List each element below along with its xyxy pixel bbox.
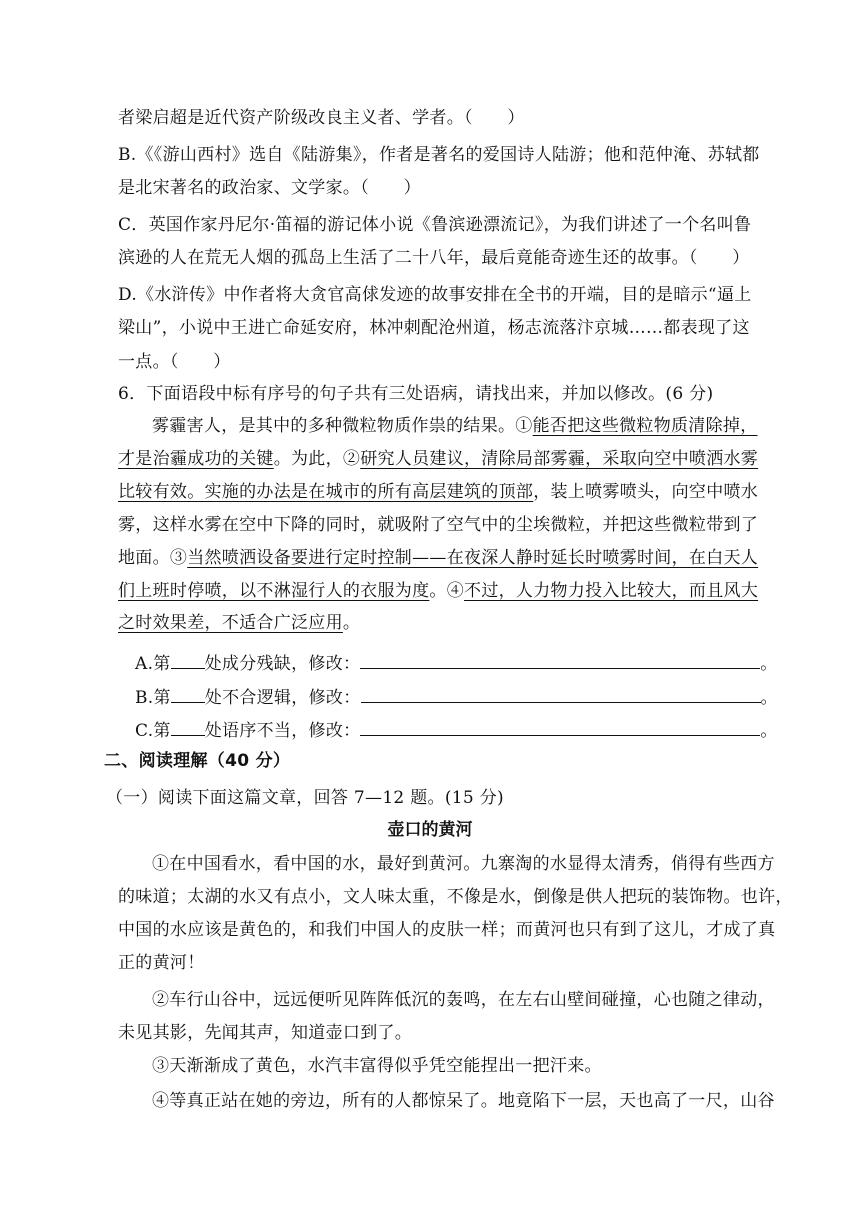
q6-underlined-sentence-2: 比较有效。实施的办法是在城市的所有高层建筑的顶部 (118, 482, 534, 502)
article-para1-line3: 中国的水应该是黄色的，和我们中国人的皮肤一样；而黄河也只有到了这儿，才成了真 (118, 920, 776, 940)
q6-answer-c (135, 721, 778, 741)
q5-option-d-line3: 一点。（ ） (118, 352, 231, 372)
section-heading: 二、阅读理解（40 分） (104, 751, 291, 771)
article-para1-line2: 的味道；太湖的水又有点小，文人味太重，不像是水，倒像是供人把玩的装饰物。也许， (118, 887, 793, 907)
q6-text: 。 (342, 613, 361, 633)
q6-passage-line5 (118, 548, 758, 568)
q5-option-d-line1: D.《水浒传》中作者将大贪官高俅发迹的故事安排在全书的开端，目的是暗示“逼上 (118, 285, 752, 305)
q6-passage-line4: 雾，这样水雾在空中下降的同时，就吸附了空气中的尘埃微粒，并把这些微粒带到了 (118, 515, 759, 535)
answer-number-blank[interactable] (171, 654, 205, 669)
q6-underlined-sentence-2: 研究人员建议，清除局部雾霾，采取向空中喷洒水雾 (360, 449, 759, 469)
q6-passage-line1 (152, 416, 758, 436)
q5-option-c-line1: C．英国作家丹尼尔·笛福的游记体小说《鲁滨逊漂流记》，为我们讲述了一个名叫鲁 (118, 215, 752, 235)
answer-label: 处语序不当，修改： (204, 721, 361, 741)
answer-fill-blank[interactable] (361, 688, 761, 703)
q6-stem: 6．下面语段中标有序号的句子共有三处语病，请找出来，并加以修改。(6 分) (118, 384, 714, 404)
section-subheading: （一）阅读下面这篇文章，回答 7—12 题。(15 分) (106, 788, 504, 808)
q6-passage-line3 (118, 482, 758, 502)
q6-answer-b (135, 688, 778, 708)
q6-underlined-sentence-1: 才是治霾成功的关键 (118, 449, 274, 469)
q6-passage-line6 (118, 581, 758, 601)
q6-underlined-sentence-1: 能否把这些微粒物质清除掉， (532, 416, 758, 436)
answer-label: 处成分残缺，修改： (204, 654, 361, 674)
q6-underlined-sentence-3: 们上班时停喷，以不淋湿行人的衣服为度 (118, 581, 430, 601)
article-para4-line1: ④等真正站在她的旁边，所有的人都惊呆了。地竟陷下一层，天也高了一尺，山谷 (152, 1091, 775, 1111)
article-para2-line2: 未见其影，先闻其声，知道壶口到了。 (118, 1023, 413, 1043)
q6-answer-a (135, 654, 778, 674)
q6-text: 雾霾害人，是其中的多种微粒物质作祟的结果。① (152, 416, 533, 436)
answer-label: A.第 (135, 654, 171, 674)
answer-label: 处不合逻辑，修改： (204, 688, 361, 708)
answer-end-mark: 。 (760, 721, 778, 741)
answer-end-mark: 。 (760, 688, 778, 708)
q6-underlined-sentence-4: 之时效果差，不适合广泛应用 (118, 613, 343, 633)
article-para2-line1: ②车行山谷中，远远便听见阵阵低沉的轰鸣，在左右山壁间碰撞，心也随之律动， (152, 990, 775, 1010)
article-para1-line4: 正的黄河！ (118, 953, 205, 973)
q6-passage-line2 (118, 449, 758, 469)
answer-label: B.第 (135, 688, 171, 708)
article-para3: ③天渐渐成了黄色，水汽丰富得似乎凭空能捏出一把汗来。 (152, 1056, 602, 1076)
q5-option-d-line2: 梁山”，小说中王进亡命延安府，林冲刺配沧州道，杨志流落汴京城……都表现了这 (118, 318, 750, 338)
q5-option-c-line2: 滨逊的人在荒无人烟的孤岛上生活了二十八年，最后竟能奇迹生还的故事。（ ） (118, 248, 750, 268)
q5-option-a-tail: 者梁启超是近代资产阶级改良主义者、学者。（ ） (118, 108, 525, 128)
answer-fill-blank[interactable] (360, 721, 760, 736)
article-title: 壶口的黄河 (387, 820, 473, 840)
q6-passage-line7 (118, 613, 360, 633)
answer-fill-blank[interactable] (360, 654, 760, 669)
answer-number-blank[interactable] (171, 688, 205, 703)
q6-underlined-sentence-3: 当然喷洒设备要进行定时控制——在夜深人静时延长时喷雾时间，在白天人 (187, 548, 759, 568)
answer-end-mark: 。 (760, 654, 778, 674)
answer-label: C.第 (135, 721, 171, 741)
q5-option-b-line1: B.《《游山西村》选自《陆游集》，作者是著名的爱国诗人陆游；他和范仲淹、苏轼都 (118, 145, 760, 165)
article-para1-line1: ①在中国看水，看中国的水，最好到黄河。九寨淘的水显得太清秀，俏得有些西方 (152, 854, 775, 874)
q5-option-b-line2: 是北宋著名的政治家、文学家。（ ） (118, 178, 421, 198)
q6-text: 。为此，② (273, 449, 361, 469)
q6-text: 。④ (429, 581, 465, 601)
q6-text: 地面。③ (118, 548, 188, 568)
answer-number-blank[interactable] (171, 721, 205, 736)
q6-text: ，装上喷雾喷头，向空中喷水 (533, 482, 759, 502)
q6-underlined-sentence-4: 不过，人力物力投入比较大，而且风大 (464, 581, 759, 601)
